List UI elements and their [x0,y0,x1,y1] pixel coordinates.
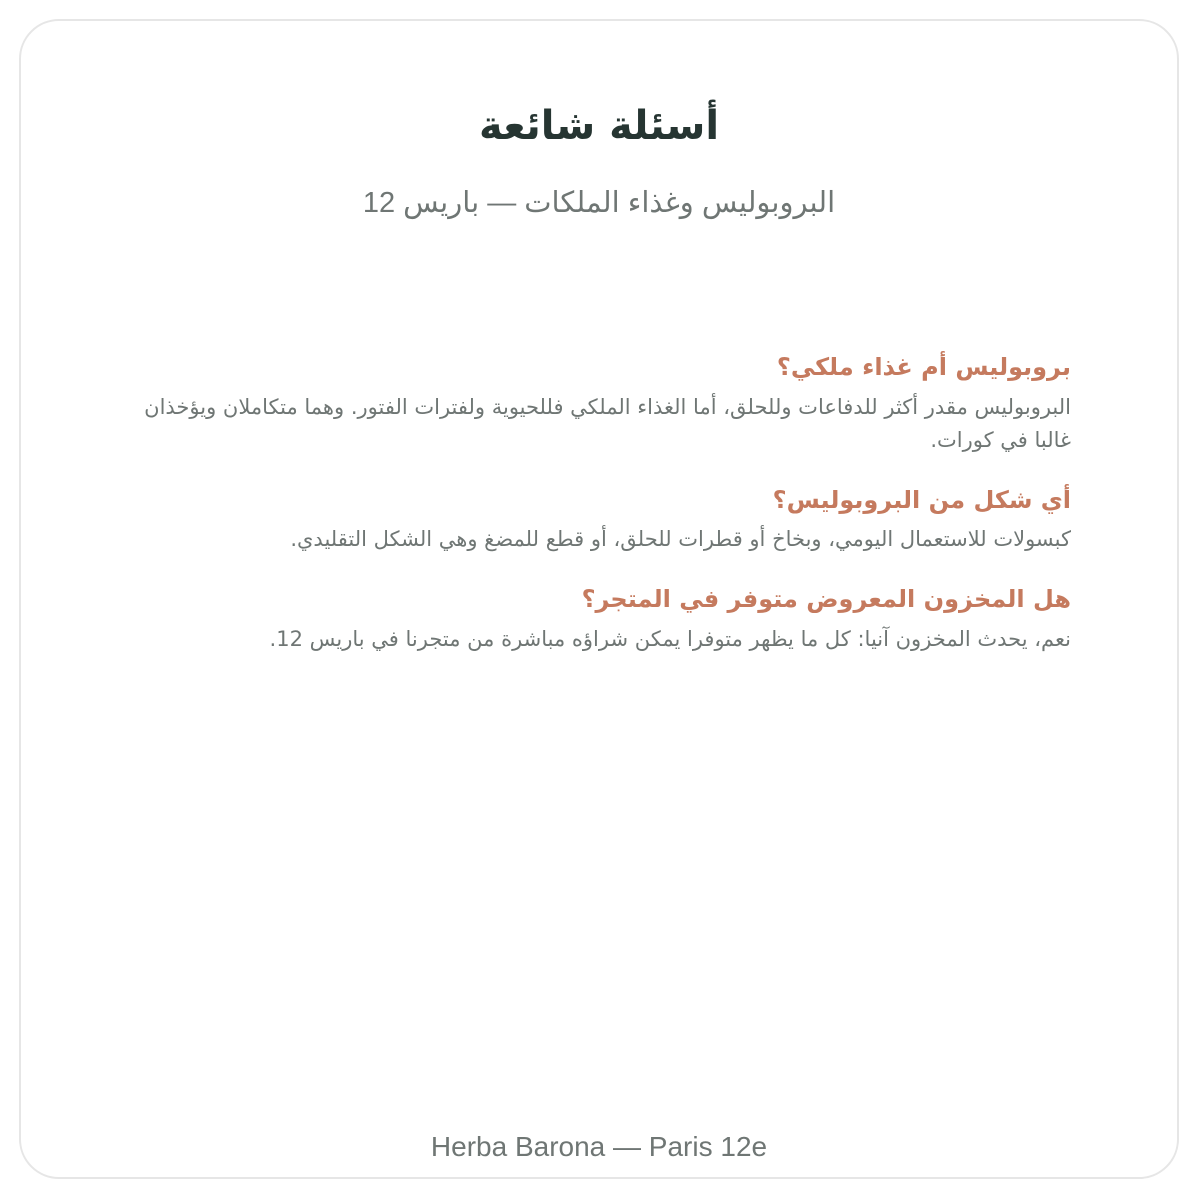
footer-store-name: Herba Barona — Paris 12e [430,1131,768,1162]
faq-item [111,583,1071,656]
faq-question: أي شكل من البروبوليس؟ [772,485,1071,514]
faq-item [111,484,1071,557]
page-title: أسئلة شائعة [478,103,720,149]
faq-answer: نعم، يحدث المخزون آنيا: كل ما يظهر متوفرا يمكن شراؤه مباشرة من متجرنا في باريس 12. [269,626,1071,651]
faq-list [111,351,1071,682]
faq-answer: كبسولات للاستعمال اليومي، وبخاخ أو قطرات للحلق، أو قطع للمضغ وهي الشكل التقليدي. [290,527,1071,552]
faq-answer: البروبوليس مقدر أكثر للدفاعات وللحلق، أما الغذاء الملكي فللحيوية ولفترات الفتور. وهما متكاملان ويؤخذان غالبا في كورات. [144,394,1071,453]
faq-card [19,19,1179,1179]
faq-question: هل المخزون المعروض متوفر في المتجر؟ [581,584,1071,613]
page-subtitle: البروبوليس وغذاء الملكات — باريس 12 [362,187,836,219]
faq-item [111,351,1071,458]
faq-question: بروبوليس أم غذاء ملكي؟ [776,353,1071,381]
